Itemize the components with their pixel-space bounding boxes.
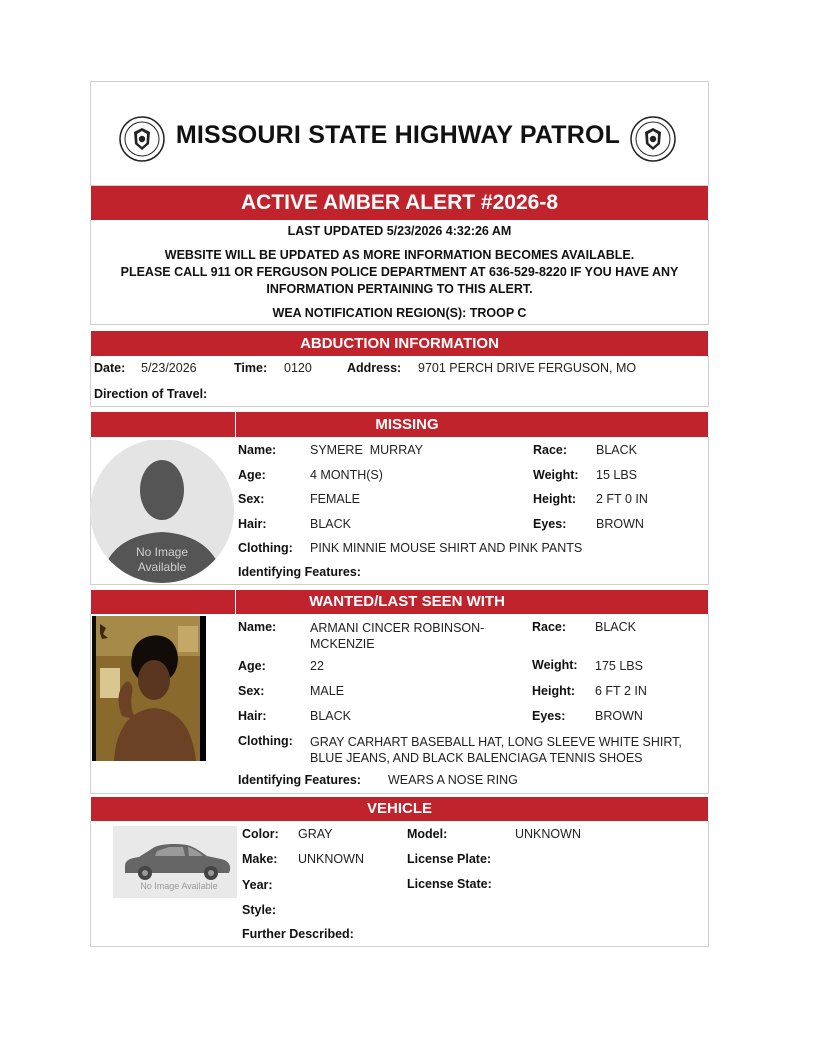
wanted-eyes-label: Eyes: (532, 709, 566, 723)
wanted-sex: MALE (310, 684, 345, 698)
wanted-heading: WANTED/LAST SEEN WITH (236, 590, 708, 614)
wanted-age: 22 (310, 659, 324, 673)
missing-race-label: Race: (533, 443, 568, 457)
vehicle-model: UNKNOWN (515, 827, 581, 841)
vehicle-color: GRAY (298, 827, 333, 841)
suspect-photo (92, 616, 206, 761)
wanted-eyes: BROWN (595, 709, 643, 723)
vehicle-further-label: Further Described: (242, 927, 354, 941)
missing-sex: FEMALE (310, 492, 361, 506)
missing-name-label: Name: (238, 443, 277, 457)
page-title: MISSOURI STATE HIGHWAY PATROL (175, 121, 621, 149)
patrol-seal-left (119, 116, 165, 162)
abduction-date: 5/23/2026 (141, 361, 197, 375)
missing-weight-label: Weight: (533, 468, 579, 482)
no-image-line-1: No Image (135, 545, 189, 559)
vehicle-heading: VEHICLE (91, 797, 708, 821)
vehicle-make: UNKNOWN (298, 852, 364, 866)
missing-clothing-label: Clothing: (238, 541, 293, 555)
patrol-seal-right (630, 116, 676, 162)
missing-race: BLACK (596, 443, 637, 457)
missing-heading-left (91, 412, 235, 437)
missing-height-label: Height: (533, 492, 577, 506)
vehicle-year-label: Year: (242, 878, 273, 892)
car-placeholder-icon (113, 826, 237, 898)
wanted-race-label: Race: (532, 620, 567, 634)
missing-eyes: BROWN (596, 517, 644, 531)
wanted-race: BLACK (595, 620, 636, 634)
missing-features-label: Identifying Features: (238, 565, 361, 579)
vehicle-state-label: License State: (407, 877, 492, 891)
wanted-clothing: GRAY CARHART BASEBALL HAT, LONG SLEEVE WHITE SHIRT, BLUE JEANS, AND BLACK BALENCIAGA TENNIS SHOES (310, 735, 682, 765)
vehicle-no-image-text: No Image Available (140, 881, 218, 891)
wanted-heading-left (91, 590, 235, 614)
missing-heading: MISSING (236, 412, 708, 437)
abduction-address-label: Address: (347, 361, 402, 375)
vehicle-plate-label: License Plate: (407, 852, 492, 866)
missing-hair-label: Hair: (238, 517, 267, 531)
vehicle-color-label: Color: (242, 827, 279, 841)
wanted-name-label: Name: (238, 620, 277, 634)
missing-age: 4 MONTH(S) (310, 468, 383, 482)
no-image-person-icon (90, 440, 235, 585)
last-updated: LAST UPDATED 5/23/2026 4:32:26 AM (287, 224, 512, 238)
wanted-weight-label: Weight: (532, 658, 578, 672)
abduction-date-label: Date: (94, 361, 126, 375)
wanted-clothing-label: Clothing: (238, 734, 293, 748)
wanted-sex-label: Sex: (238, 684, 265, 698)
vehicle-model-label: Model: (407, 827, 448, 841)
vehicle-make-label: Make: (242, 852, 278, 866)
vehicle-style-label: Style: (242, 903, 277, 917)
direction-label: Direction of Travel: (94, 387, 208, 401)
wanted-hair: BLACK (310, 709, 351, 723)
wanted-hair-label: Hair: (238, 709, 267, 723)
missing-eyes-label: Eyes: (533, 517, 567, 531)
wanted-name: ARMANI CINCER ROBINSON-MCKENZIE (310, 621, 485, 651)
no-image-line-2: Available (137, 560, 187, 574)
abduction-address: 9701 PERCH DRIVE FERGUSON, MO (418, 361, 637, 375)
missing-hair: BLACK (310, 517, 351, 531)
missing-age-label: Age: (238, 468, 266, 482)
missing-name: SYMERE MURRAY (310, 443, 423, 457)
missing-weight: 15 LBS (596, 468, 638, 482)
wanted-age-label: Age: (238, 659, 266, 673)
wanted-features: WEARS A NOSE RING (388, 773, 518, 787)
wea-region: WEA NOTIFICATION REGION(S): TROOP C (272, 306, 527, 320)
notice-line-2: PLEASE CALL 911 OR FERGUSON POLICE DEPARTMENT AT 636-529-8220 IF YOU HAVE ANY (120, 265, 679, 279)
abduction-heading: ABDUCTION INFORMATION (91, 331, 708, 356)
abduction-time: 0120 (284, 361, 312, 375)
wanted-weight: 175 LBS (595, 659, 643, 673)
missing-sex-label: Sex: (238, 492, 265, 506)
alert-banner: ACTIVE AMBER ALERT #2026-8 (91, 186, 708, 220)
abduction-time-label: Time: (234, 361, 268, 375)
missing-height: 2 FT 0 IN (596, 492, 648, 506)
notice-line-3: INFORMATION PERTAINING TO THIS ALERT. (266, 282, 533, 296)
missing-clothing: PINK MINNIE MOUSE SHIRT AND PINK PANTS (310, 541, 583, 555)
wanted-height-label: Height: (532, 684, 576, 698)
wanted-features-label: Identifying Features: (238, 773, 361, 787)
wanted-height: 6 FT 2 IN (595, 684, 647, 698)
notice-line-1: WEBSITE WILL BE UPDATED AS MORE INFORMATION BECOMES AVAILABLE. (164, 248, 635, 262)
